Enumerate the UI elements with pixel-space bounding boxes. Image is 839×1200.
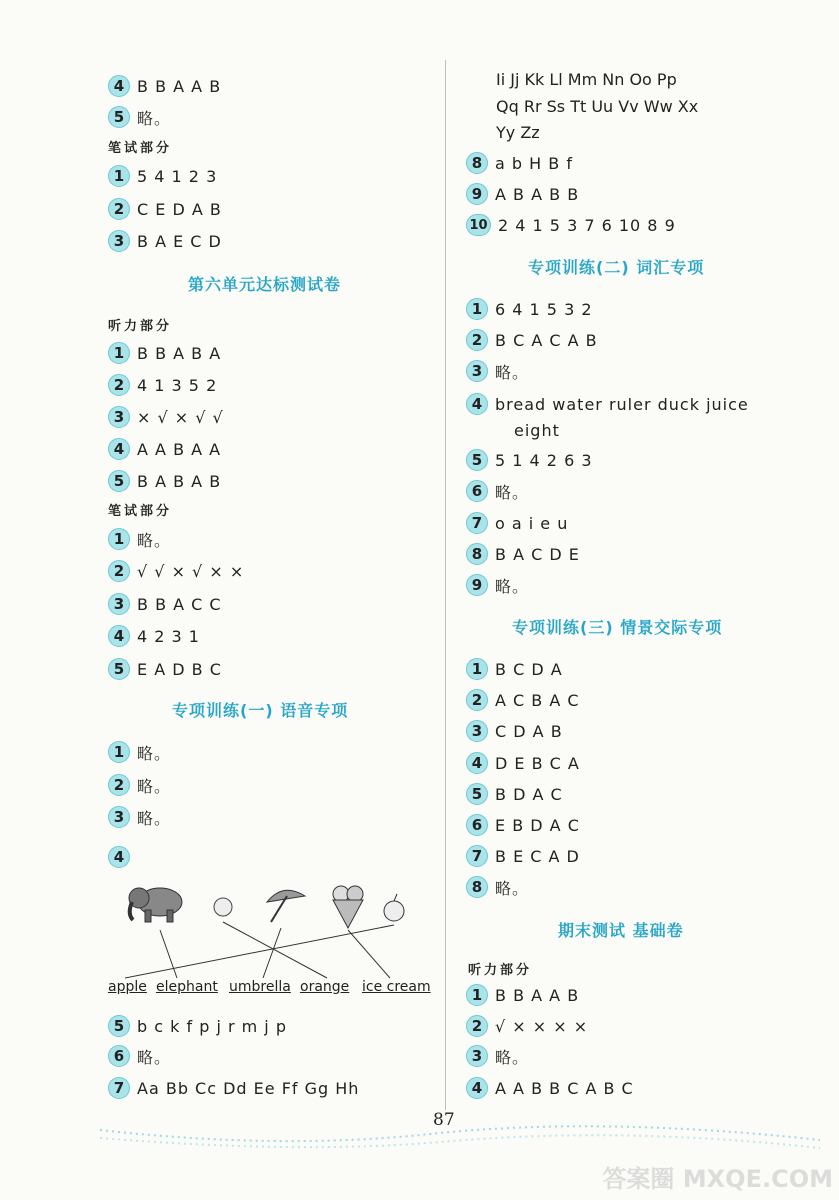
answer-row [466, 981, 579, 1009]
question-number: 4 [466, 393, 488, 415]
column-divider [445, 60, 446, 1110]
answer-text: A C B A C [495, 690, 580, 710]
answer-text: o a i e u [495, 513, 569, 533]
orange-icon [214, 898, 232, 916]
umbrella-icon [267, 890, 305, 922]
apple-icon [384, 894, 404, 921]
answer-row [108, 1012, 287, 1040]
answer-text: 5 4 1 2 3 [137, 166, 218, 186]
section-subtitle: 听力部分 [468, 963, 533, 978]
question-number: 1 [466, 298, 488, 320]
elephant-icon [129, 888, 182, 922]
answer-row [108, 803, 171, 831]
answer-row [466, 717, 563, 745]
ice-cream-icon [333, 886, 363, 928]
question-number: 4 [466, 752, 488, 774]
answer-row [108, 557, 244, 585]
answer-row [466, 1042, 529, 1070]
answer-text: B B A C C [137, 594, 222, 614]
section-subtitle: 听力部分 [108, 319, 173, 334]
answer-row [466, 326, 598, 354]
answer-row [108, 371, 217, 399]
answer-text: 2 4 1 5 3 7 6 10 8 9 [498, 215, 676, 235]
answer-row [466, 571, 529, 599]
answer-text: 略。 [495, 576, 530, 596]
word-label: apple [108, 979, 147, 995]
answer-row [466, 749, 580, 777]
answer-text: √ × × × × [495, 1016, 589, 1036]
answer-text: √ √ × √ × × [137, 561, 245, 581]
answer-row [466, 873, 529, 901]
answer-row [108, 103, 171, 131]
answer-row [108, 72, 221, 100]
question-number: 8 [466, 876, 488, 898]
question-number: 3 [466, 720, 488, 742]
question-number: 5 [466, 449, 488, 471]
answer-row [108, 655, 222, 683]
section-heading: 专项训练(一) 语音专项 [172, 701, 349, 720]
question-number: 4 [108, 75, 130, 97]
question-number: 7 [108, 1077, 130, 1099]
question-number: 3 [466, 360, 488, 382]
section-subtitle: 笔试部分 [108, 141, 173, 156]
question-number: 6 [466, 814, 488, 836]
answer-text: 6 4 1 5 3 2 [495, 299, 593, 319]
answer-text: C E D A B [137, 199, 222, 219]
answer-text: B A C D E [495, 544, 580, 564]
answer-row [108, 227, 222, 255]
answer-text: B B A A B [137, 76, 222, 96]
answer-continuation [514, 416, 560, 444]
footer-decoration [100, 1120, 820, 1150]
answer-text: B A E C D [137, 231, 222, 251]
question-number: 1 [108, 165, 130, 187]
page-number: 87 [433, 1110, 455, 1130]
answer-text: E A D B C [137, 659, 222, 679]
answer-text: A A B A A [137, 439, 222, 459]
question-number: 4 [466, 1077, 488, 1099]
answer-row [466, 446, 593, 474]
answer-text: B B A A B [495, 985, 580, 1005]
answer-text: A A B B C A B C [495, 1078, 634, 1098]
answer-row [466, 509, 568, 537]
answer-text: 5 1 4 2 6 3 [495, 450, 593, 470]
word-label: orange [300, 979, 350, 995]
question-number: 2 [108, 198, 130, 220]
answer-row [108, 403, 224, 431]
answer-row [108, 467, 221, 495]
answer-row [466, 780, 563, 808]
answer-row [466, 842, 580, 870]
question-number: 7 [466, 845, 488, 867]
answer-text: B B A B A [137, 343, 222, 363]
answer-row [108, 435, 221, 463]
answer-text: b c k f p j r m j p [137, 1016, 287, 1036]
answer-text: 略。 [495, 482, 530, 502]
question-number: 10 [466, 214, 491, 236]
answer-text: 4 2 3 1 [137, 626, 200, 646]
question-number: 3 [108, 406, 130, 428]
question-number: 8 [466, 543, 488, 565]
question-number: 3 [108, 230, 130, 252]
answer-text: A B A B B [495, 184, 580, 204]
answer-row [108, 738, 171, 766]
answer-text: 略。 [137, 743, 172, 763]
answer-row [108, 843, 137, 871]
word-label: umbrella [229, 979, 291, 995]
question-number: 5 [466, 783, 488, 805]
question-number: 1 [466, 984, 488, 1006]
answer-text: 略。 [495, 878, 530, 898]
question-number: 3 [108, 806, 130, 828]
question-number: 3 [466, 1045, 488, 1067]
answer-text: 略。 [137, 776, 172, 796]
answer-text: C D A B [495, 721, 563, 741]
answer-row [466, 540, 580, 568]
answer-row [466, 655, 563, 683]
word-label: ice cream [362, 979, 431, 995]
alphabet-line: Yy Zz [496, 123, 540, 142]
question-number: 5 [108, 470, 130, 492]
question-number: 2 [108, 774, 130, 796]
question-number: 6 [108, 1045, 130, 1067]
answer-text: B C D A [495, 659, 563, 679]
question-number: 8 [466, 152, 488, 174]
question-number: 4 [108, 846, 130, 868]
answer-text: eight [514, 420, 560, 440]
question-number: 4 [108, 438, 130, 460]
question-number: 7 [466, 512, 488, 534]
answer-row [466, 149, 573, 177]
answer-text: B D A C [495, 784, 563, 804]
answer-row [108, 771, 171, 799]
answer-row [466, 390, 749, 418]
alphabet-line: Ii Jj Kk Ll Mm Nn Oo Pp [496, 70, 677, 89]
question-number: 9 [466, 183, 488, 205]
question-number: 5 [108, 106, 130, 128]
answer-row [466, 295, 593, 323]
section-subtitle: 笔试部分 [108, 504, 173, 519]
question-number: 1 [108, 528, 130, 550]
question-number: 2 [108, 374, 130, 396]
answer-text: × √ × √ √ [137, 407, 224, 427]
answer-text: 略。 [137, 530, 172, 550]
answer-row [466, 357, 529, 385]
answer-text: 略。 [495, 362, 530, 382]
answer-row [108, 339, 221, 367]
answer-row [108, 195, 222, 223]
answer-text: bread water ruler duck juice [495, 394, 749, 414]
section-heading: 专项训练(三) 情景交际专项 [512, 618, 723, 637]
question-number: 1 [108, 741, 130, 763]
answer-text: D E B C A [495, 753, 580, 773]
word-label: elephant [156, 979, 218, 995]
answer-row [108, 590, 222, 618]
answer-text: 略。 [137, 108, 172, 128]
answer-text: Aa Bb Cc Dd Ee Ff Gg Hh [137, 1078, 360, 1098]
watermark: 答案圈 MXQE.COM [602, 1165, 833, 1193]
answer-text: B E C A D [495, 846, 580, 866]
alphabet-line: Qq Rr Ss Tt Uu Vv Ww Xx [496, 97, 699, 116]
question-number: 2 [466, 689, 488, 711]
answer-text: B A B A B [137, 471, 222, 491]
question-number: 9 [466, 574, 488, 596]
question-number: 2 [108, 560, 130, 582]
question-number: 1 [466, 658, 488, 680]
question-number: 3 [108, 593, 130, 615]
answer-text: 4 1 3 5 2 [137, 375, 218, 395]
section-heading: 第六单元达标测试卷 [188, 275, 342, 294]
question-number: 1 [108, 342, 130, 364]
answer-row [108, 1074, 359, 1102]
question-number: 2 [466, 1015, 488, 1037]
section-heading: 期末测试 基础卷 [558, 921, 684, 940]
answer-row [466, 1074, 634, 1102]
answer-row [466, 686, 580, 714]
question-number: 4 [108, 625, 130, 647]
question-number: 2 [466, 329, 488, 351]
answer-row [466, 1012, 588, 1040]
question-number: 6 [466, 480, 488, 502]
question-number: 5 [108, 658, 130, 680]
answer-row [466, 211, 676, 239]
answer-text: 略。 [137, 808, 172, 828]
answer-text: E B D A C [495, 815, 580, 835]
answer-row [108, 525, 171, 553]
question-number: 5 [108, 1015, 130, 1037]
section-heading: 专项训练(二) 词汇专项 [528, 258, 705, 277]
answer-text: B C A C A B [495, 330, 598, 350]
answer-text: 略。 [137, 1047, 172, 1067]
matching-lines [125, 922, 394, 978]
answer-text: a b H B f [495, 153, 573, 173]
answer-row [108, 162, 217, 190]
answer-row [108, 1042, 171, 1070]
answer-row [466, 180, 579, 208]
answer-row [466, 477, 529, 505]
answer-row [108, 622, 200, 650]
answer-row [466, 811, 580, 839]
answer-text: 略。 [495, 1047, 530, 1067]
